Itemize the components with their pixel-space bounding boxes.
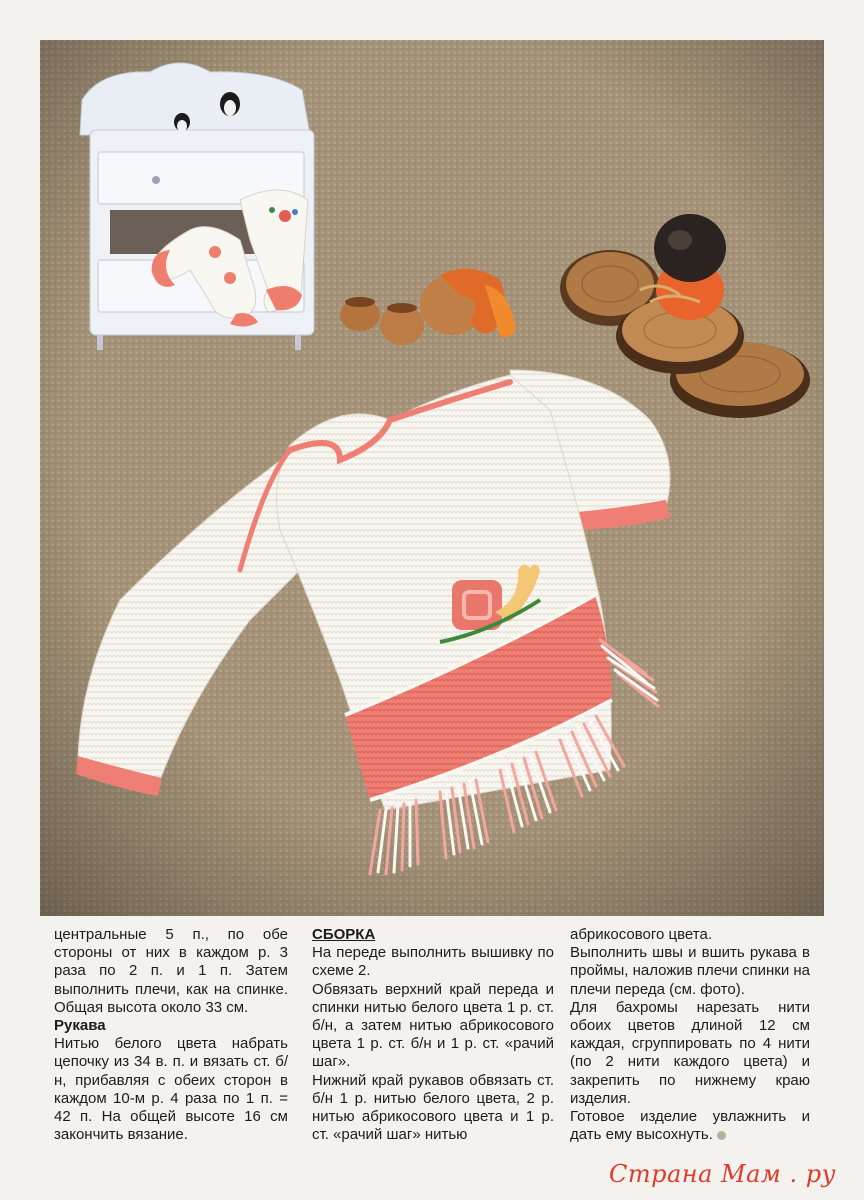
heading-assembly: СБОРКА <box>312 926 376 943</box>
paragraph: центральные 5 п., по обе стороны от них в каждом р. 3 раза по 2 п. и 1 п. Затем выполнить плечи, как на спинке. Общая высота около 33 см. <box>54 926 288 1016</box>
paragraph: Нитью белого цвета набрать цепочку из 34 в. п. и вязать ст. б/н, прибавляя с обеих сторон в каждом 10-м р. 4 раза по 1 п. = 42 п. На общей высоте 16 см закончить вязание. <box>54 1035 288 1144</box>
text-column-2 <box>312 926 554 1144</box>
photo-illustration <box>40 40 824 916</box>
paragraph: Нижний край рукавов обвязать ст. б/н 1 р. нитью белого цвета, 2 р. нитью абрикосового цвета и 1 р. ст. «рачий шаг» нитью <box>312 1071 554 1144</box>
site-watermark: Страна Мам . ру <box>609 1160 836 1188</box>
paragraph: Обвязать верхний край переда и спинки нитью белого цвета 1 р. ст. б/н, а затем нитью абрикосового цвета 1 р. ст. б/н и 1 р. ст. «рачий шаг». <box>312 980 554 1071</box>
paragraph-text: Готовое изделие увлажнить и дать ему высохнуть. <box>570 1108 810 1144</box>
instructions-text <box>40 920 824 1150</box>
paragraph: Для бахромы нарезать нити обоих цветов длиной 12 см каждая, сгруппировать по 4 нити (по 2 нити каждого цвета) и закрепить по нижнему краю изделия. <box>570 998 810 1107</box>
heading-sleeves: Рукава <box>54 1017 106 1035</box>
text-column-3 <box>570 926 810 1144</box>
text-column-1 <box>54 926 288 1144</box>
paragraph: абрикосового цвета. <box>570 926 712 943</box>
paragraph: Выполнить швы и вшить рукава в проймы, наложив плечи спинки на плечи переда (см. фото). <box>570 944 810 998</box>
product-photo <box>40 40 824 916</box>
paragraph: На переде выполнить вышивку по схеме 2. <box>312 944 554 980</box>
end-mark-icon <box>717 1131 726 1140</box>
paragraph-final <box>570 1108 810 1144</box>
